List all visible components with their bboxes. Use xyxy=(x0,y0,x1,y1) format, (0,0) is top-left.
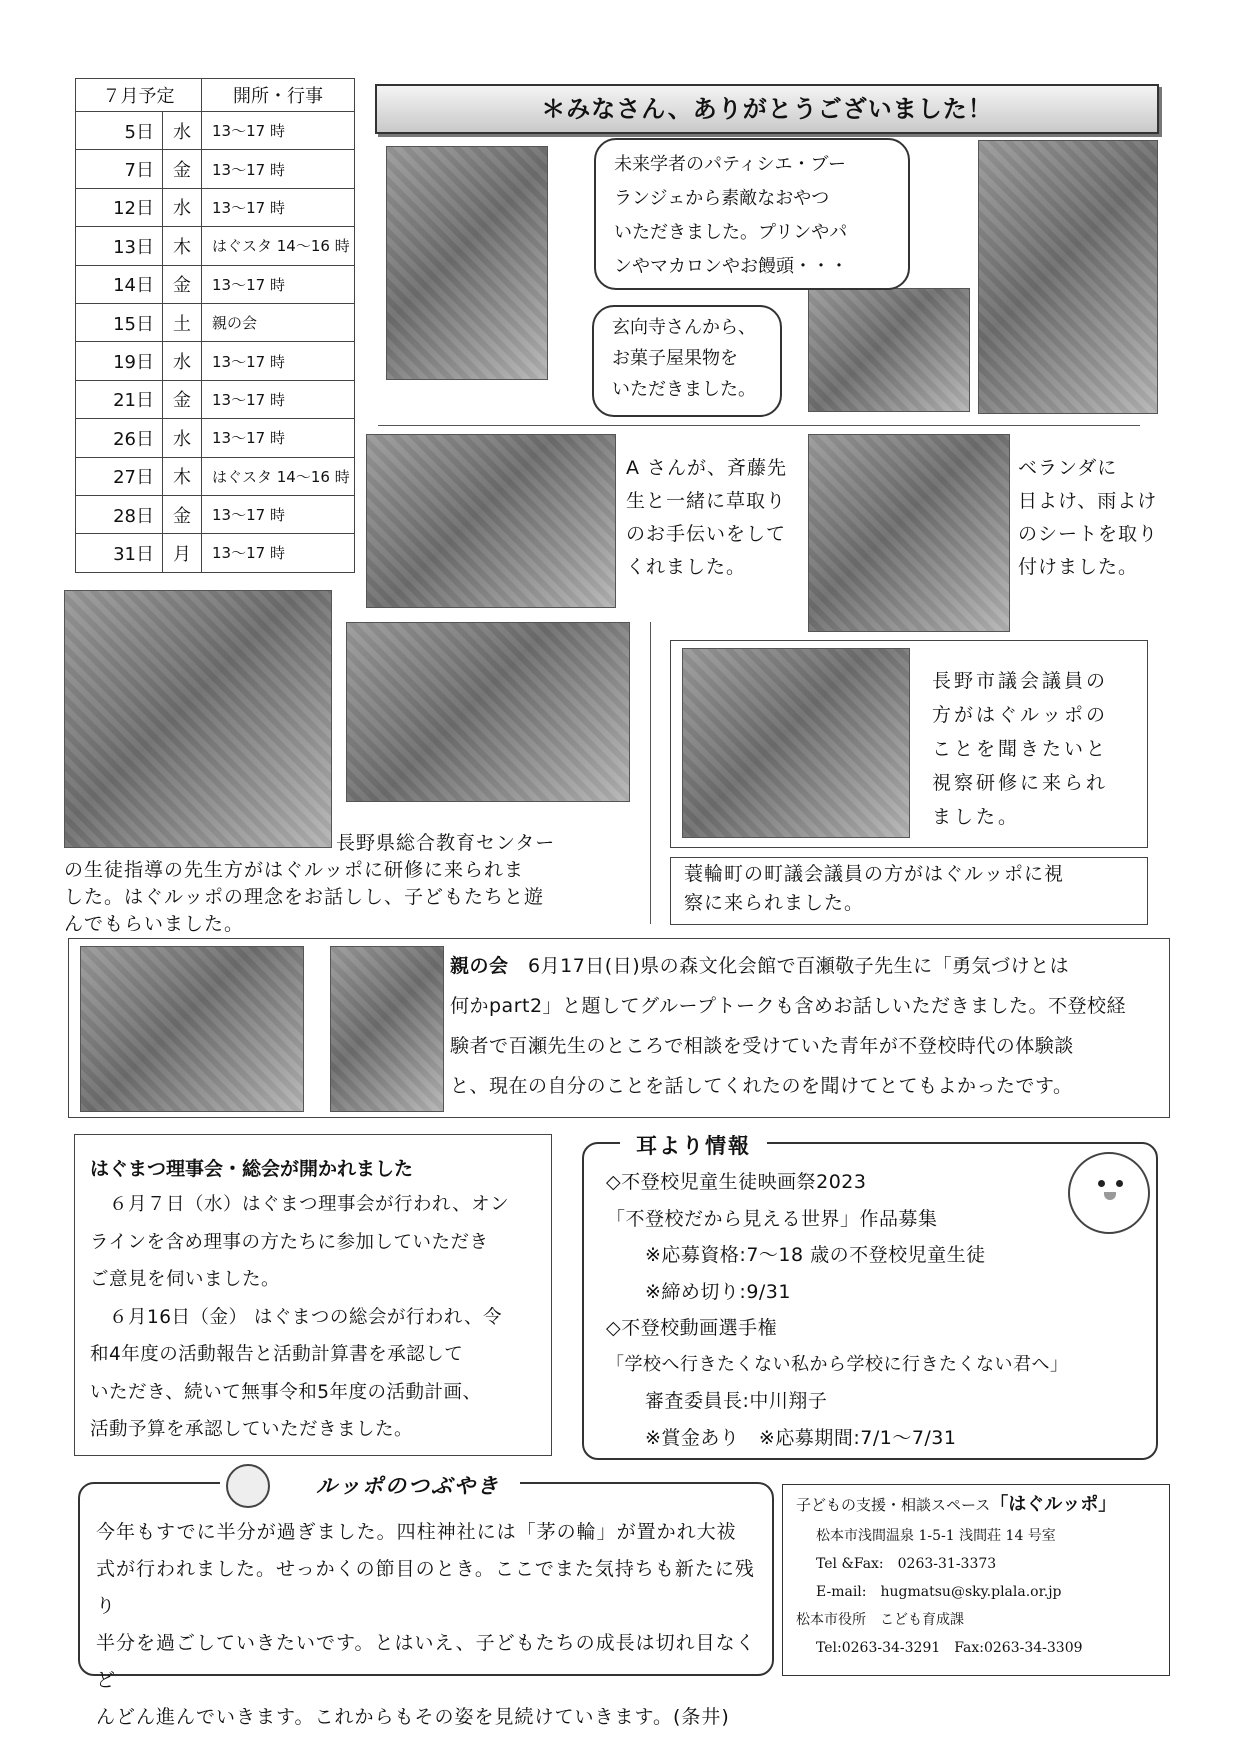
text-line: 日よけ、雨よけ xyxy=(1018,490,1158,512)
photo-speaker xyxy=(330,946,444,1112)
photo-veranda-sheet xyxy=(808,434,1010,632)
text-line: 長野市議会議員の xyxy=(932,670,1109,692)
schedule-weekday: 金 xyxy=(163,150,202,188)
luppo-mascot-icon xyxy=(226,1464,270,1508)
text-line: ◇不登校動画選手権 xyxy=(606,1317,778,1339)
schedule-row xyxy=(76,534,355,572)
info-text xyxy=(606,1164,1146,1456)
text-line: ご意見を伺いました。 xyxy=(90,1269,281,1290)
schedule-row xyxy=(76,495,355,533)
text-line: 蓑輪町の町議会議員の方がはぐルッポに視 xyxy=(684,863,1065,885)
text-line: ※締め切り:9/31 xyxy=(606,1280,791,1303)
weeding-text xyxy=(626,452,806,584)
bubble-line: ンやマカロンやお饅頭・・・ xyxy=(614,256,848,277)
tsubuyaki-title: ルッポのつぶやき xyxy=(316,1474,500,1498)
text-line: した。はぐルッポの理念をお話しし、子どもたちと遊 xyxy=(64,886,545,908)
schedule-row xyxy=(76,188,355,226)
contact-heading xyxy=(796,1490,1116,1516)
text-line: んでもらいました。 xyxy=(64,913,245,935)
schedule-row xyxy=(76,150,355,188)
photo-lecture-hall xyxy=(80,946,304,1112)
schedule-weekday: 水 xyxy=(163,112,202,150)
schedule-event: はぐスタ 14～16 時 xyxy=(202,457,355,495)
schedule-weekday: 金 xyxy=(163,380,202,418)
schedule-event: 13～17 時 xyxy=(202,495,355,533)
schedule-day: 31日 xyxy=(76,534,163,572)
photo-fruit-box xyxy=(978,140,1158,414)
schedule-day: 19日 xyxy=(76,342,163,380)
photo-weeding xyxy=(366,434,616,608)
schedule-event: 13～17 時 xyxy=(202,112,355,150)
bubble-line: いただきました。 xyxy=(612,379,756,400)
photo-education-center-teachers xyxy=(64,590,332,848)
schedule-day: 7日 xyxy=(76,150,163,188)
schedule-event: 13～17 時 xyxy=(202,342,355,380)
schedule-day: 15日 xyxy=(76,303,163,341)
bubble-line: 玄向寺さんから、 xyxy=(612,317,756,338)
text-line: ６月７日（水）はぐまつ理事会が行われ、オン xyxy=(90,1194,510,1215)
schedule-row xyxy=(76,457,355,495)
contact-details xyxy=(796,1522,1083,1662)
schedule-day: 14日 xyxy=(76,265,163,303)
text-line: いただき、続いて無事令和5年度の活動計画、 xyxy=(90,1381,482,1403)
text-line: ラインを含め理事の方たちに参加していただき xyxy=(90,1231,489,1253)
schedule-event: 13～17 時 xyxy=(202,150,355,188)
bubble-line: いただきました。プリンやパ xyxy=(614,222,848,243)
text-line: 生と一緒に草取り xyxy=(626,490,787,512)
tsubuyaki-heading xyxy=(220,1460,520,1508)
contact-office: 松本市役所 こども育成課 xyxy=(796,1612,964,1628)
contact-address: 松本市浅間温泉 1-5-1 浅間荘 14 号室 xyxy=(816,1528,1056,1544)
contact-label: 子どもの支援・相談スペース xyxy=(796,1496,991,1514)
speech-bubble-temple xyxy=(592,305,782,417)
schedule-weekday: 月 xyxy=(163,534,202,572)
schedule-event: 13～17 時 xyxy=(202,380,355,418)
schedule-row xyxy=(76,112,355,150)
schedule-weekday: 木 xyxy=(163,227,202,265)
schedule-weekday: 水 xyxy=(163,419,202,457)
schedule-row xyxy=(76,342,355,380)
text-line: のシートを取り xyxy=(1018,523,1159,545)
tsubuyaki-text xyxy=(96,1514,766,1736)
visit3-text xyxy=(684,860,1144,918)
section-divider xyxy=(378,425,1140,426)
contact-name: 「はぐルッポ」 xyxy=(990,1494,1117,1515)
schedule-weekday: 金 xyxy=(163,265,202,303)
text-line: ことを聞きたいと xyxy=(932,738,1109,760)
text-line: 験者で百瀬先生のところで相談を受けていた青年が不登校時代の体験談 xyxy=(450,1035,1074,1057)
oyanokai-title: 親の会 xyxy=(450,955,509,977)
meeting-title: はぐまつ理事会・総会が開かれました xyxy=(90,1158,414,1180)
text-line: 半分を過ごしていきたいです。とはいえ、子どもたちの成長は切れ目なくど xyxy=(96,1632,756,1691)
schedule-header-month: ７月予定 xyxy=(76,79,202,112)
schedule-row xyxy=(76,227,355,265)
schedule-day: 21日 xyxy=(76,380,163,418)
schedule-weekday: 金 xyxy=(163,495,202,533)
schedule-day: 5日 xyxy=(76,112,163,150)
visit2-text xyxy=(932,664,1137,834)
text-line: 付けました。 xyxy=(1018,556,1139,578)
text-line: ました。 xyxy=(932,806,1021,828)
text-line: と、現在の自分のことを話してくれたのを聞けてとてもよかったです。 xyxy=(450,1075,1073,1097)
text-line: 何かpart2」と題してグループトークも含めお話しいただきました。不登校経 xyxy=(450,995,1127,1017)
schedule-event: 親の会 xyxy=(202,303,355,341)
schedule-weekday: 木 xyxy=(163,457,202,495)
schedule-event: 13～17 時 xyxy=(202,419,355,457)
text-line: のお手伝いをして xyxy=(626,523,787,545)
photo-badminton xyxy=(346,622,630,802)
bubble-line: ランジェから素敵なおやつ xyxy=(614,188,830,209)
visit1-line-1: 長野県総合教育センター xyxy=(336,832,556,854)
schedule-row xyxy=(76,265,355,303)
schedule-day: 26日 xyxy=(76,419,163,457)
schedule-weekday: 水 xyxy=(163,342,202,380)
contact-tel: Tel &Fax: 0263-31-3373 xyxy=(816,1556,997,1572)
photo-nagano-council xyxy=(682,648,910,838)
visit1-text xyxy=(64,857,634,938)
schedule-header-event: 開所・行事 xyxy=(202,79,355,112)
info-title: 耳より情報 xyxy=(620,1130,767,1160)
schedule-event: 13～17 時 xyxy=(202,188,355,226)
schedule-day: 27日 xyxy=(76,457,163,495)
photo-puddings xyxy=(808,288,970,412)
contact-office-tel: Tel:0263-34-3291 Fax:0263-34-3309 xyxy=(816,1640,1083,1656)
text-line: 方がはぐルッポの xyxy=(932,704,1109,726)
bubble-line: お菓子屋果物を xyxy=(612,348,738,369)
text-line: んどん進んでいきます。これからもその姿を見続けていきます。(条井) xyxy=(96,1706,730,1728)
text-line: ベランダに xyxy=(1018,457,1118,479)
schedule-weekday: 水 xyxy=(163,188,202,226)
contact-email: E-mail: hugmatsu@sky.plala.or.jp xyxy=(816,1584,1062,1600)
schedule-row xyxy=(76,419,355,457)
text-line: ◇不登校児童生徒映画祭2023 xyxy=(606,1171,867,1193)
veranda-text xyxy=(1018,452,1158,584)
speech-bubble-patissier xyxy=(594,138,910,290)
schedule-day: 13日 xyxy=(76,227,163,265)
bubble-line: 未来学者のパティシエ・ブー xyxy=(614,154,847,175)
text-line: くれました。 xyxy=(626,556,747,578)
schedule-weekday: 土 xyxy=(163,303,202,341)
text-line: ※賞金あり ※応募期間:7/1～7/31 xyxy=(606,1426,957,1449)
text-line: 6月17日(日)県の森文化会館で百瀬敬子先生に「勇気づけとは xyxy=(528,955,1070,977)
text-line: 式が行われました。せっかくの節目のとき。ここでまた気持ちも新たに残り xyxy=(96,1558,755,1617)
text-line: 審査委員長:中川翔子 xyxy=(606,1390,828,1412)
column-divider xyxy=(650,622,651,924)
text-line: の生徒指導の先生方がはぐルッポに研修に来られま xyxy=(64,859,525,881)
schedule-table xyxy=(75,78,355,573)
text-line: ６月16日（金） はぐまつの総会が行われ、令 xyxy=(90,1306,503,1328)
schedule-event: 13～17 時 xyxy=(202,265,355,303)
text-line: 視察研修に来られ xyxy=(932,772,1109,794)
schedule-row xyxy=(76,380,355,418)
schedule-row xyxy=(76,303,355,341)
text-line: ※応募資格:7～18 歳の不登校児童生徒 xyxy=(606,1244,986,1266)
schedule-event: 13～17 時 xyxy=(202,534,355,572)
text-line: 「学校へ行きたくない私から学校に行きたくない君へ」 xyxy=(606,1353,1069,1375)
photo-children-snacks xyxy=(386,146,548,380)
schedule-day: 12日 xyxy=(76,188,163,226)
text-line: A さんが、斉藤先 xyxy=(626,457,788,479)
text-line: 活動予算を承認していただきました。 xyxy=(90,1419,414,1440)
schedule-day: 28日 xyxy=(76,495,163,533)
text-line: 「不登校だから見える世界」作品募集 xyxy=(606,1207,938,1230)
text-line: 察に来られました。 xyxy=(684,892,865,914)
meeting-text xyxy=(90,1186,550,1449)
text-line: 和4年度の活動報告と活動計算書を承認して xyxy=(90,1344,464,1365)
oyanokai-text xyxy=(450,946,1162,1106)
schedule-event: はぐスタ 14～16 時 xyxy=(202,227,355,265)
text-line: 今年もすでに半分が過ぎました。四柱神社には「茅の輪」が置かれ大祓 xyxy=(96,1521,737,1543)
thanks-banner: ＊みなさん、ありがとうございました！ xyxy=(375,84,1159,134)
